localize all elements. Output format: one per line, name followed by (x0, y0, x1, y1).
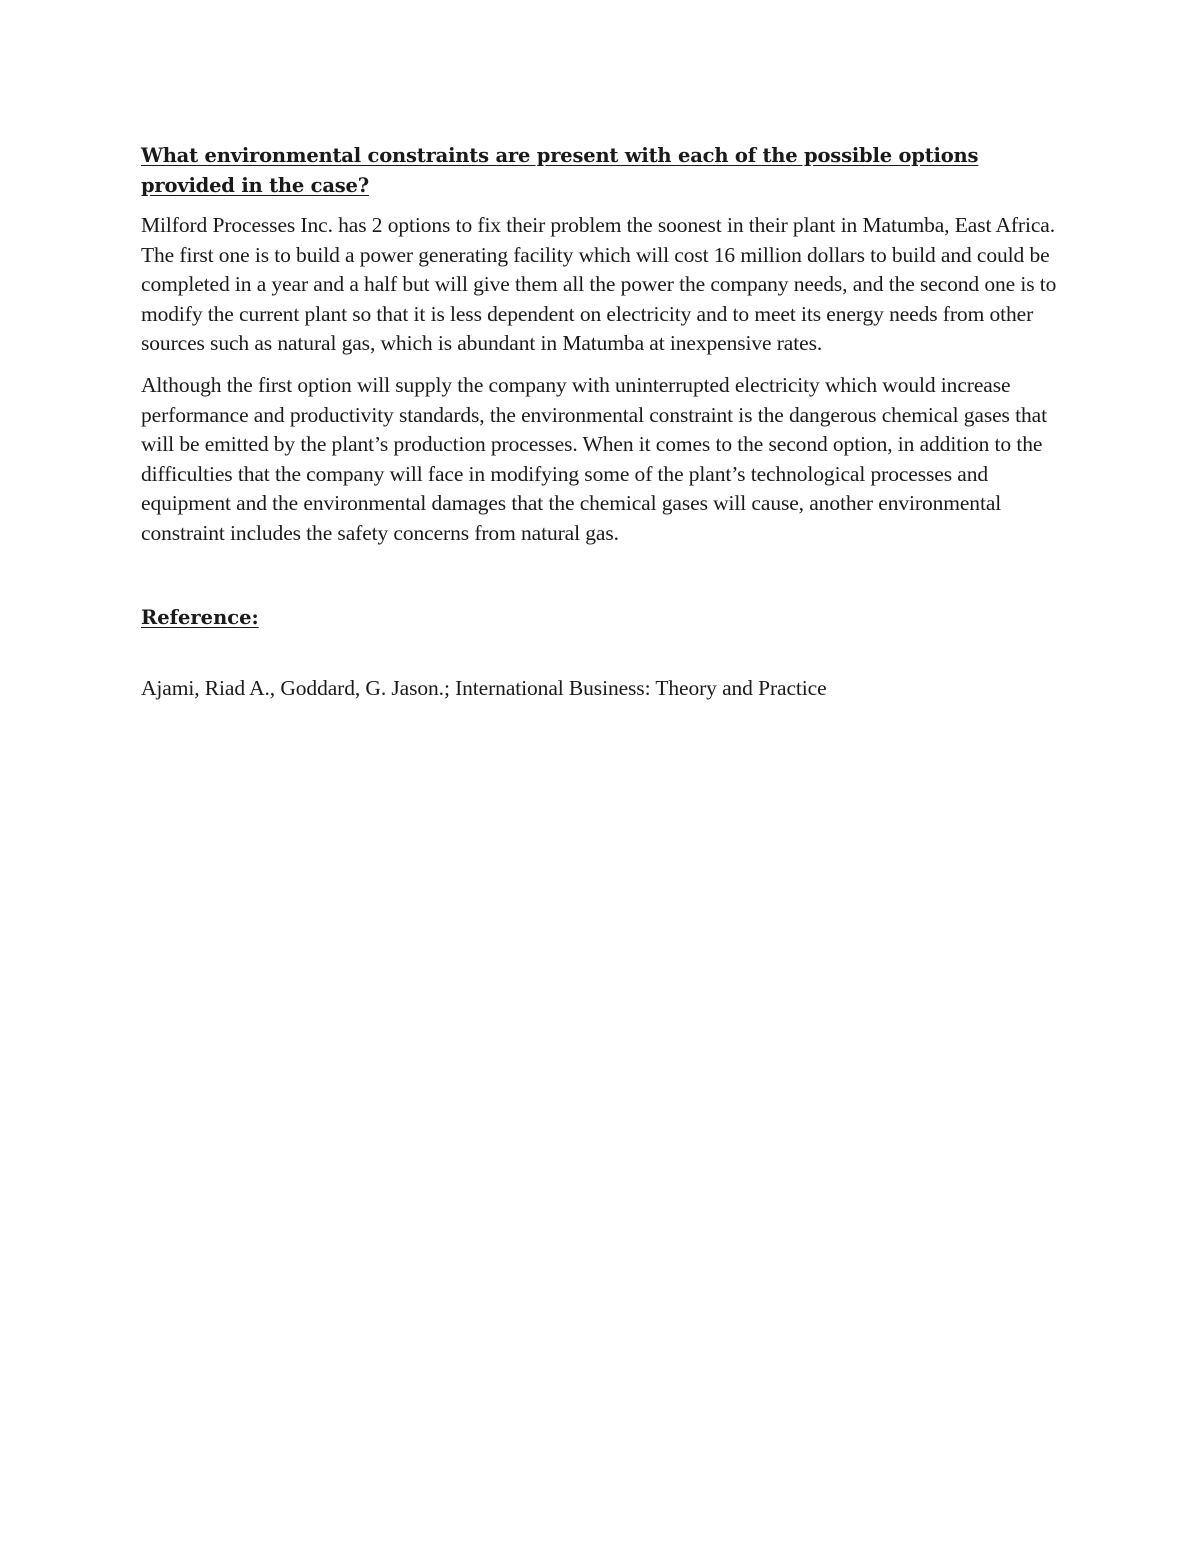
document-body (141, 141, 1061, 703)
paragraph-options: Milford Processes Inc. has 2 options to fix their problem the soonest in their plant in Matumba, East Africa. The first one is to build a power generating facility which will cost 16 million dollars to build and could be completed in a year and a half but will give them all the power the company needs, and the second one is to modify the current plant so that it is less dependent on electricity and to meet its energy needs from other sources such as natural gas, which is abundant in Matumba at inexpensive rates. (141, 213, 1057, 356)
question-heading: What environmental constraints are present with each of the possible options provided in the case? (141, 144, 979, 197)
paragraph-constraints: Although the first option will supply the company with uninterrupted electricity which would increase performance and productivity standards, the environmental constraint is the dangerous chemical gases that will be emitted by the plant’s production processes. When it comes to the second option, in addition to the difficulties that the company will face in modifying some of the plant’s technological processes and equipment and the environmental damages that the chemical gases will cause, another environmental constraint includes the safety concerns from natural gas. (141, 372, 1047, 545)
reference-heading: Reference: (141, 605, 259, 629)
reference-entry: Ajami, Riad A., Goddard, G. Jason.; International Business: Theory and Practice (141, 675, 827, 700)
